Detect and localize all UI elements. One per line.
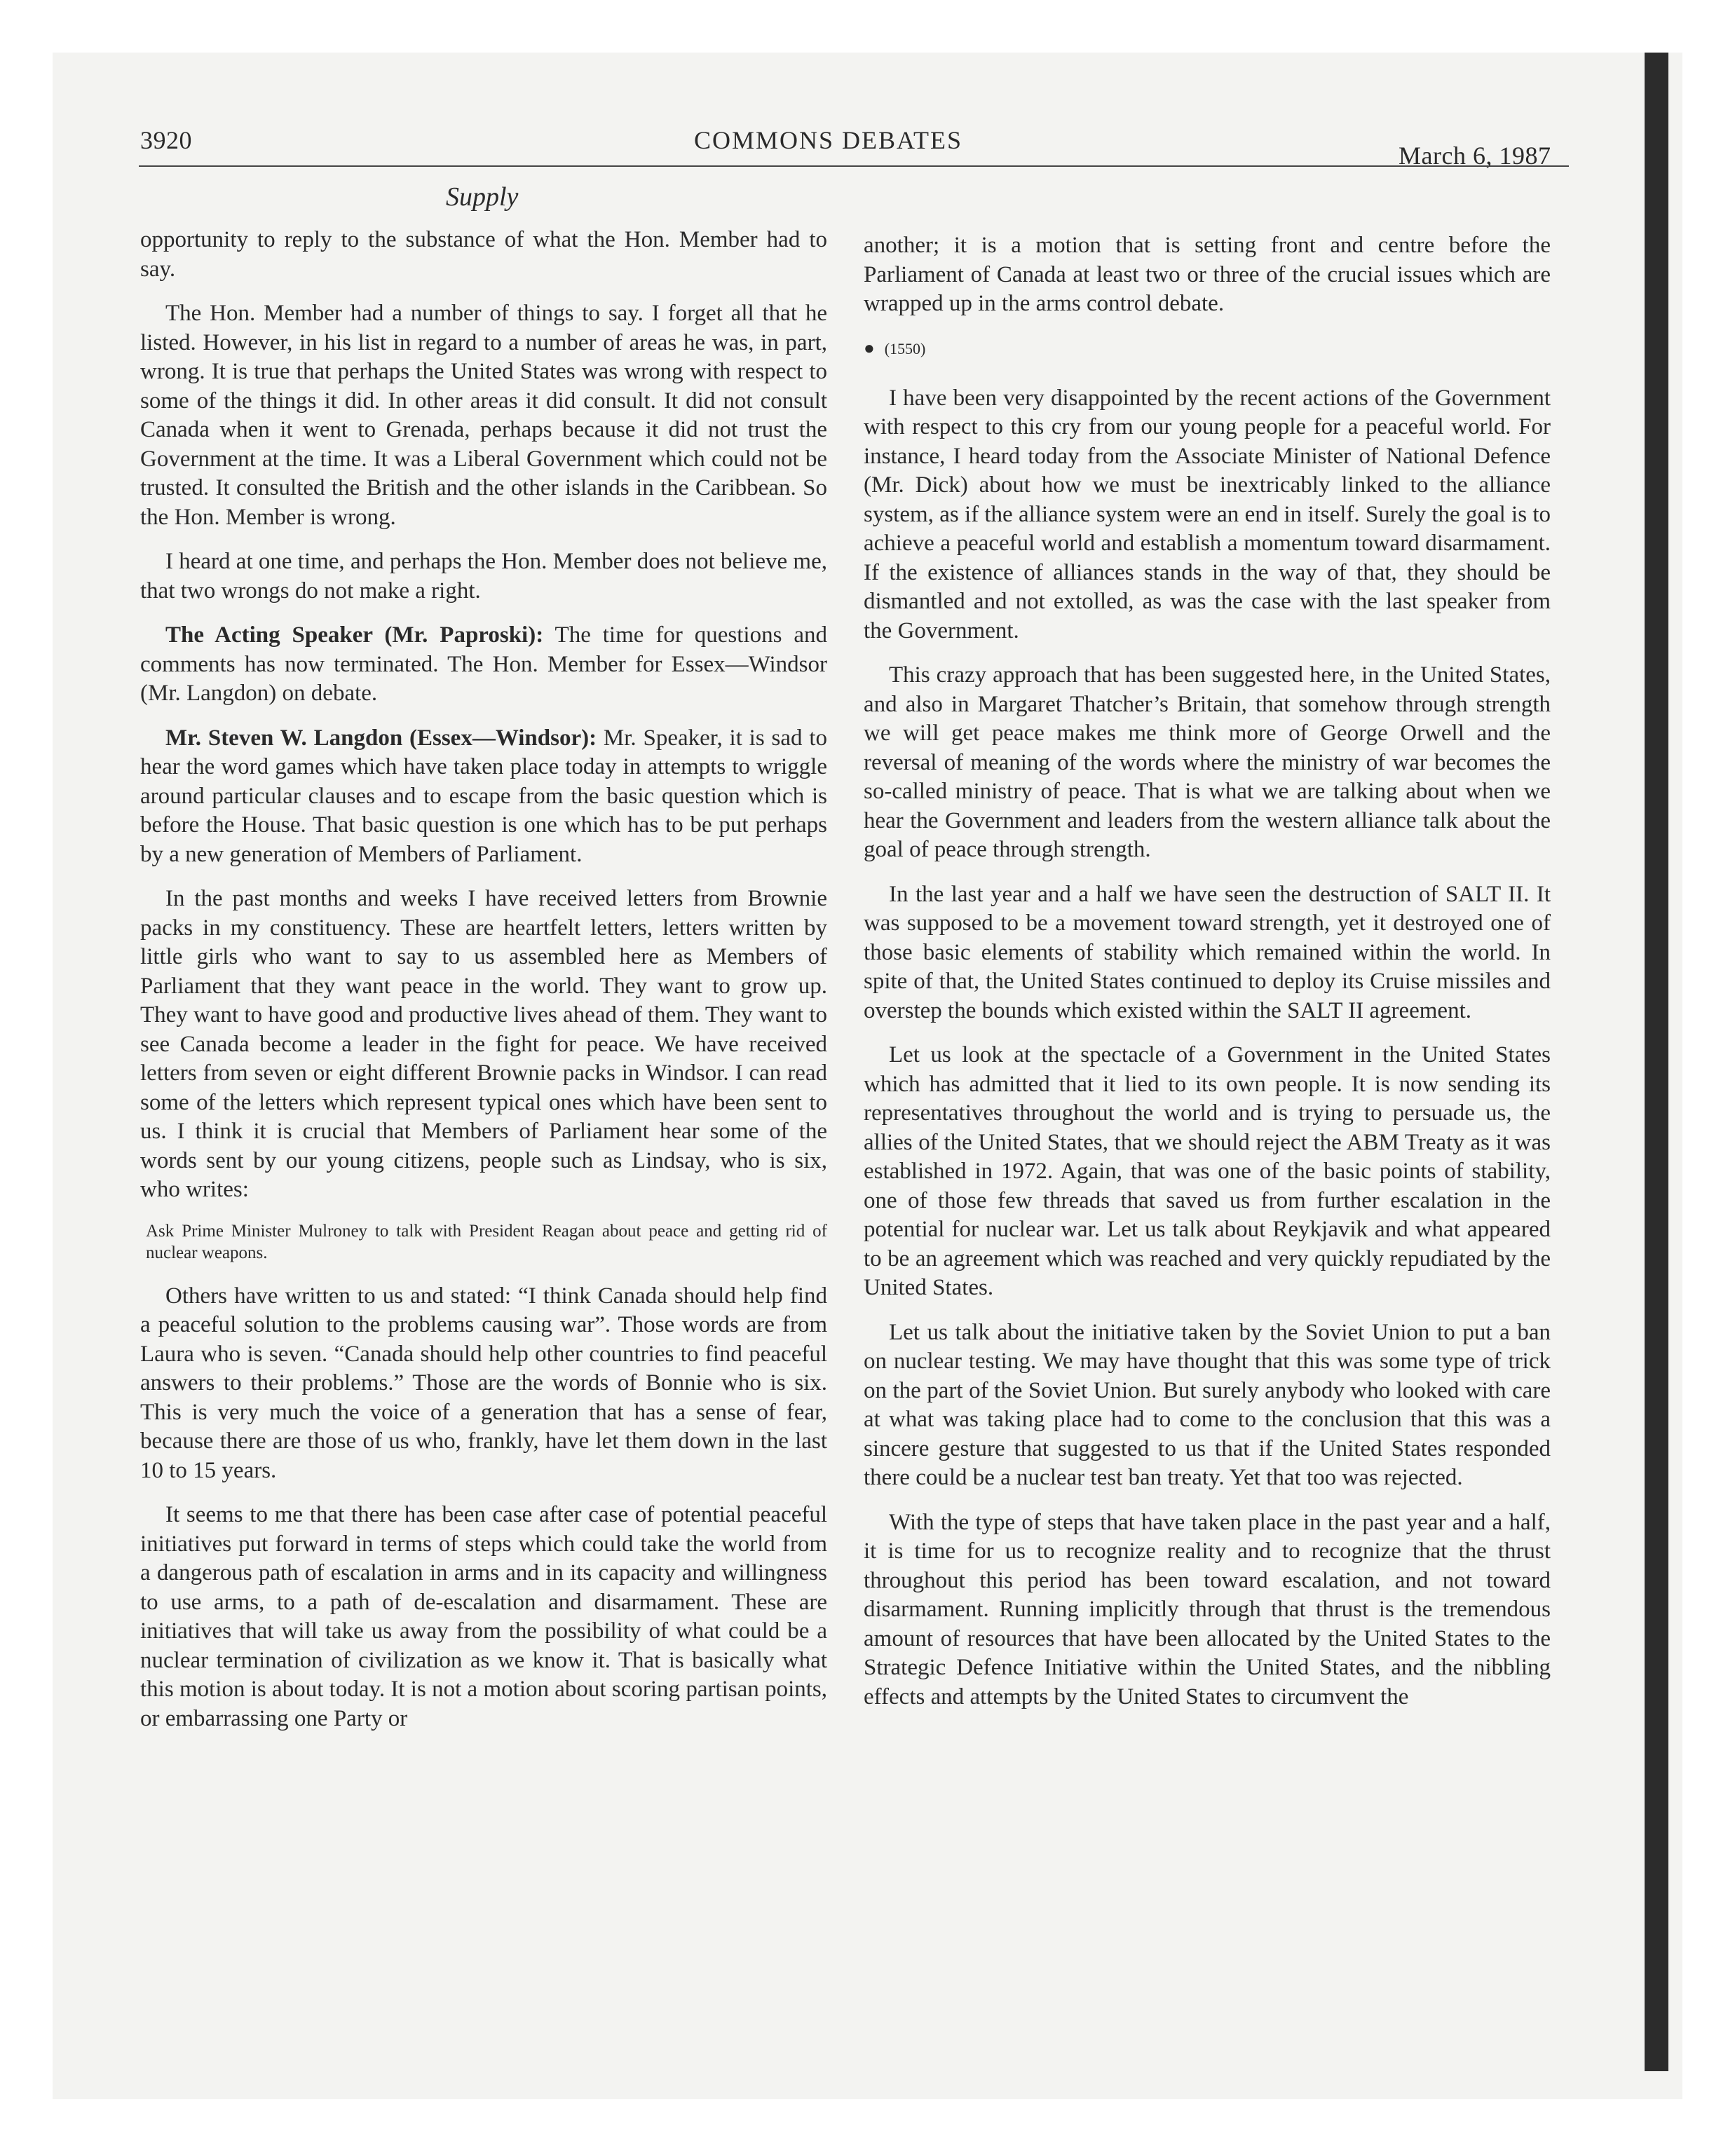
- speech-text: Mr. Speaker, it is sad to hear the word games which have taken place today in attempts to wriggle around particular clauses and to escape from the basic question which is before the House. That basic question is one which has to be put perhaps by a new generation of Members of Parliament.: [140, 725, 827, 867]
- scan-edge-bar: [1645, 53, 1668, 2071]
- speech-text: The time for questions and comments has now terminated. The Hon. Member for Essex—Windsor (Mr. Langdon) on debate.: [140, 622, 827, 706]
- paragraph: Let us look at the spectacle of a Government in the United States which has admitted that it lied to its own people. It is now sending its representatives throughout the world and is trying to persuade us, the allies of the United States, that we should reject the ABM Treaty as it was established in 1972. Again, that was one of the basic points of stability, one of those few threads that saved us from further escalation in the potential for nuclear war. Let us talk about Reykjavik and what appeared to be an agreement which was reached and very quickly repudiated by the United States.: [864, 1042, 1551, 1300]
- header-rule: [139, 165, 1569, 167]
- paragraph: Others have written to us and stated: “I think Canada should help find a peaceful solution to the problems causing war”. Those words are from Laura who is seven. “Canada should help other countries to find peaceful answers to their problems.” Those are the words of Bonnie who is six. This is very much the voice of a generation that has a sense of fear, because there are those of us who, frankly, have let them down in the last 10 to 15 years.: [140, 1283, 827, 1483]
- left-column: [140, 226, 827, 1749]
- paragraph: This crazy approach that has been suggested here, in the United States, and also in Margaret Thatcher’s Britain, that somehow through strength we will get peace makes me think more of George Orwell and the reversal of meaning of the words where the ministry of war becomes the so-called ministry of peace. That is what we are talking about when we hear the Government and leaders from the western alliance talk about the goal of peace through strength.: [864, 662, 1551, 862]
- page-number: 3920: [140, 126, 192, 154]
- speaker-paragraph: [140, 621, 827, 709]
- section-heading: Supply: [446, 182, 519, 212]
- timestamp: [864, 334, 1551, 363]
- paragraph: In the past months and weeks I have received letters from Brownie packs in my constituency. These are heartfelt letters, letters written by little girls who want to say to us assembled here as Members of Parliament that they want peace in the world. They want to grow up. They want to have good and productive lives ahead of them. They want to see Canada become a leader in the fight for peace. We have received letters from seven or eight different Brownie packs in Windsor. I can read some of the letters which represent typical ones which have been sent to us. I think it is crucial that Members of Parliament hear some of the words sent by our young citizens, people such as Lindsay, who is six, who writes:: [140, 886, 827, 1202]
- paragraph: I have been very disappointed by the recent actions of the Government with respect to this cry from our young people for a peaceful world. For instance, I heard today from the Associate Minister of National Defence (Mr. Dick) about how we must be inextricably linked to the alliance system, as if the alliance system were an end in itself. Surely the goal is to achieve a peaceful world and establish a momentum toward disarmament. If the existence of alliances stands in the way of that, they should be dismantled and not extolled, as was the case with the last speaker from the Government.: [864, 385, 1551, 643]
- right-column: [864, 231, 1551, 1727]
- speaker-name: Mr. Steven W. Langdon (Essex—Windsor):: [165, 725, 597, 751]
- block-quote: Ask Prime Minister Mulroney to talk with President Reagan about peace and getting rid of nuclear weapons.: [146, 1221, 827, 1262]
- paragraph: another; it is a motion that is setting front and centre before the Parliament of Canada at least two or three of the crucial issues which are wrapped up in the arms control debate.: [864, 233, 1551, 316]
- paragraph: In the last year and a half we have seen the destruction of SALT II. It was supposed to be a movement toward strength, yet it destroyed one of those basic elements of stability which remained within the world. In spite of that, the United States continued to deploy its Cruise missiles and overstep the bounds which existed within the SALT II agreement.: [864, 881, 1551, 1023]
- speaker-name: The Acting Speaker (Mr. Paproski):: [165, 622, 544, 648]
- publication-date: March 6, 1987: [1399, 142, 1551, 170]
- paragraph: Let us talk about the initiative taken by the Soviet Union to put a ban on nuclear testing. We may have thought that this was some type of trick on the part of the Soviet Union. But surely anybody who looked with care at what was taking place had to come to the conclusion that this was a sincere gesture that suggested to us that if the United States responded there could be a nuclear test ban treaty. Yet that too was rejected.: [864, 1319, 1551, 1490]
- publication-title: COMMONS DEBATES: [694, 126, 963, 154]
- paragraph: It seems to me that there has been case after case of potential peaceful initiatives put forward in terms of steps which could take the world from a dangerous path of escalation in arms and in its capacity and willingness to use arms, to a path of de-escalation and disarmament. These are initiatives that will take us away from the possibility of what could be a nuclear termination of civilization as we know it. That is basically what this motion is about today. It is not a motion about scoring partisan points, or embarrassing one Party or: [140, 1502, 827, 1731]
- paragraph: The Hon. Member had a number of things to say. I forget all that he listed. However, in his list in regard to a number of areas he was, in part, wrong. It is true that perhaps the United States was wrong with respect to some of the things it did. In other areas it did consult. It did not consult Canada when it went to Grenada, perhaps because it did not trust the Government at the time. It was a Liberal Government which could not be trusted. It consulted the British and the other islands in the Caribbean. So the Hon. Member is wrong.: [140, 301, 827, 530]
- paragraph: I heard at one time, and perhaps the Hon. Member does not believe me, that two wrongs do not make a right.: [140, 549, 827, 603]
- bullet-icon: ●: [864, 337, 875, 358]
- paragraph: With the type of steps that have taken place in the past year and a half, it is time for us to recognize reality and to recognize that the thrust throughout this period has been toward escalation, and not toward disarmament. Running implicitly through that thrust is the tremendous amount of resources that have been allocated by the United States to the Strategic Defence Initiative within the United States, and the nibbling effects and attempts by the United States to circumvent the: [864, 1509, 1551, 1710]
- paragraph: opportunity to reply to the substance of what the Hon. Member had to say.: [140, 227, 827, 282]
- speaker-paragraph: [140, 724, 827, 870]
- timestamp-text: (1550): [884, 339, 926, 357]
